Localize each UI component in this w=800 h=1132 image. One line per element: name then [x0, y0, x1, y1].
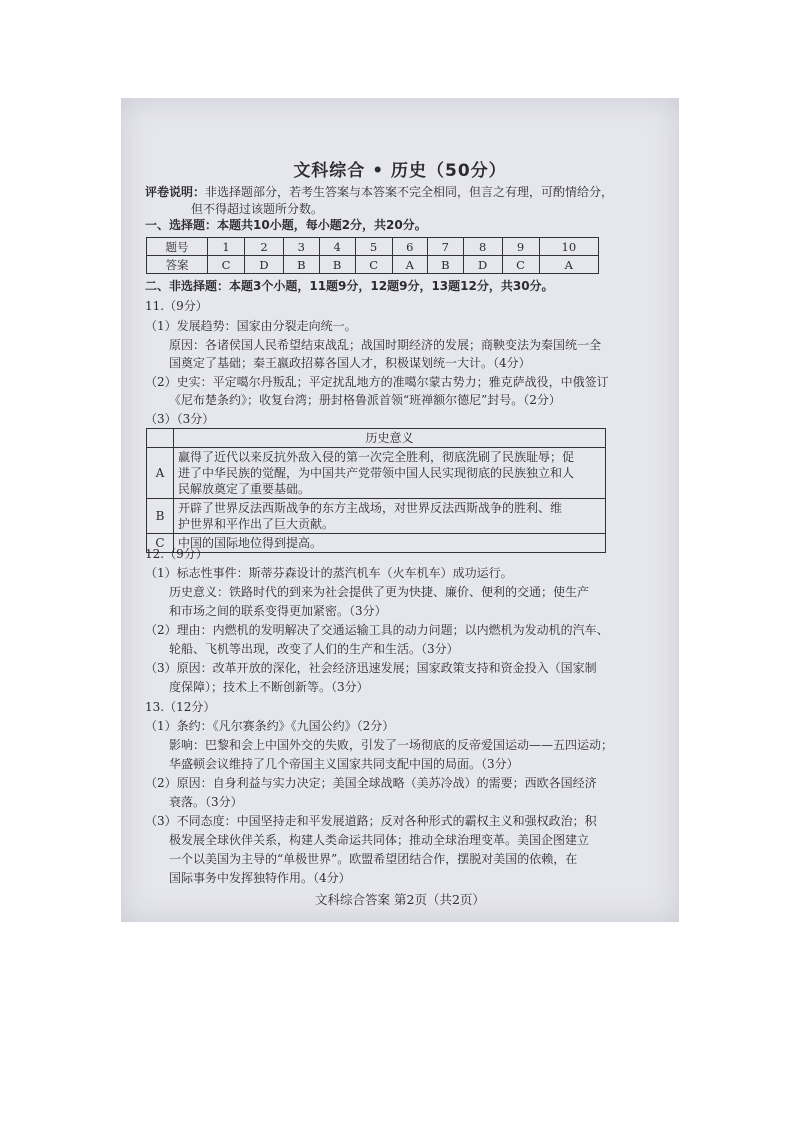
question-number: 7	[427, 238, 463, 256]
q13-line: （3）不同态度：中国坚持走和平发展道路；反对各种形式的霸权主义和强权政治；积	[145, 814, 597, 828]
answer-sheet-page	[121, 98, 679, 922]
question-number: 6	[392, 238, 427, 256]
question-number: 1	[208, 238, 245, 256]
q11-line: （2）史实：平定噶尔丹叛乱；平定扰乱地方的准噶尔蒙古势力；雅克萨战役，中俄签订	[145, 375, 609, 389]
row-label: A	[147, 448, 174, 499]
section2-heading: 二、非选择题：本题3个小题，11题9分，12题9分，13题12分，共30分。	[145, 279, 554, 293]
question-number: 10	[539, 238, 598, 256]
q12-line: 和市场之间的联系变得更加紧密。（3分）	[169, 604, 387, 618]
table-row	[147, 448, 606, 499]
significance-line: 开辟了世界反法西斯战争的东方主战场，对世界反法西斯战争的胜利、维	[178, 501, 563, 515]
answer-cell: B	[283, 256, 319, 274]
question-number: 4	[319, 238, 355, 256]
significance-cell	[174, 448, 606, 499]
answer-sheet-photo	[121, 98, 679, 922]
historical-significance-table	[146, 428, 606, 553]
question-number: 3	[283, 238, 319, 256]
significance-line: 中国的国际地位得到提高。	[178, 536, 323, 550]
significance-cell	[174, 499, 606, 534]
answer-cell: C	[208, 256, 245, 274]
q13-header: 13.（12分）	[145, 700, 216, 714]
q12-line: 历史意义：铁路时代的到来为社会提供了更为快捷、廉价、便利的交通；使生产	[169, 585, 590, 599]
row-label: B	[147, 499, 174, 534]
significance-line: 赢得了近代以来反抗外敌入侵的第一次完全胜利，彻底洗刷了民族耻辱；促	[178, 450, 575, 464]
q13-line: （1）条约：《凡尔赛条约》《九国公约》（2分）	[145, 719, 395, 733]
table-row	[147, 499, 606, 534]
q13-line: 极发展全球伙伴关系，构建人类命运共同体；推动全球治理变革。美国企图建立	[169, 833, 590, 847]
row-label: C	[147, 534, 174, 553]
grading-note-line2: 但不得超过该题所分数。	[191, 202, 324, 216]
answer-table-number-row	[147, 238, 599, 256]
answer-table	[146, 237, 599, 274]
q13-line: （2）原因：自身利益与实力决定；美国全球战略（美苏冷战）的需要；西欧各国经济	[145, 776, 597, 790]
question-number: 8	[463, 238, 502, 256]
significance-cell	[174, 534, 606, 553]
significance-line: 进了中华民族的觉醒，为中国共产党带领中国人民实现彻底的民族独立和人	[178, 466, 575, 480]
question-number: 2	[245, 238, 284, 256]
row-label-answer: 答案	[147, 256, 208, 274]
q11-line: 国奠定了基础；秦王嬴政招募各国人才，积极谋划统一大计。（4分）	[169, 356, 531, 370]
answer-cell: A	[539, 256, 598, 274]
q13-line: 华盛顿会议维持了几个帝国主义国家共同支配中国的局面。（3分）	[169, 757, 519, 771]
page-footer: 文科综合答案 第2页（共2页）	[315, 892, 485, 907]
q12-line: 度保障）；技术上不断创新等。（3分）	[169, 680, 369, 694]
significance-line: 民解放奠定了重要基础。	[178, 482, 311, 496]
q13-line: 国际事务中发挥独特作用。（4分）	[169, 871, 351, 885]
answer-cell: C	[502, 256, 539, 274]
answer-cell: D	[463, 256, 502, 274]
grading-note-text1: 非选择题部分，若考生答案与本答案不完全相同，但言之有理，可酌情给分，	[205, 185, 614, 199]
q12-header: 12.（9分）	[145, 547, 208, 561]
q12-line: （1）标志性事件：斯蒂芬森设计的蒸汽机车（火车机车）成功运行。	[145, 566, 513, 580]
answer-cell: A	[392, 256, 427, 274]
q13-line: 衰落。（3分）	[169, 795, 243, 809]
question-number: 5	[355, 238, 392, 256]
q12-line: （3）原因：改革开放的深化，社会经济迅速发展；国家政策支持和资金投入（国家制	[145, 661, 597, 675]
grading-note-label: 评卷说明：	[145, 185, 206, 199]
question-number: 9	[502, 238, 539, 256]
row-label-number: 题号	[147, 238, 208, 256]
answer-table-answer-row	[147, 256, 599, 274]
table-row	[147, 534, 606, 553]
q13-line: 影响：巴黎和会上中国外交的失败，引发了一场彻底的反帝爱国运动——五四运动；	[169, 738, 614, 752]
q11-header: 11.（9分）	[145, 299, 208, 313]
q11-line: （1）发展趋势：国家由分裂走向统一。	[145, 319, 357, 333]
q12-line: 轮船、飞机等出现，改变了人们的生产和生活。（3分）	[169, 642, 459, 656]
empty-header-cell	[147, 429, 174, 448]
answer-cell: B	[319, 256, 355, 274]
table-header: 历史意义	[174, 429, 606, 448]
answer-cell: B	[427, 256, 463, 274]
significance-line: 护世界和平作出了巨大贡献。	[178, 517, 335, 531]
answer-cell: C	[355, 256, 392, 274]
section1-heading: 一、选择题：本题共10小题，每小题2分，共20分。	[145, 218, 427, 232]
answer-cell: D	[245, 256, 284, 274]
q11-line: 《尼布楚条约》；收复台湾；册封格鲁派首领“班禅额尔德尼”封号。（2分）	[169, 393, 561, 407]
q12-line: （2）理由：内燃机的发明解决了交通运输工具的动力问题；以内燃机为发动机的汽车、	[145, 623, 609, 637]
table-header-row	[147, 429, 606, 448]
q11-line: （3）（3分）	[145, 412, 215, 426]
q11-line: 原因：各诸侯国人民希望结束战乱；战国时期经济的发展；商鞅变法为秦国统一全	[169, 338, 602, 352]
q13-line: 一个以美国为主导的“单极世界”。欧盟希望团结合作，摆脱对美国的依赖，在	[169, 852, 578, 866]
grading-note-line1	[145, 184, 613, 200]
page-title: 文科综合 • 历史（50分）	[293, 161, 507, 181]
